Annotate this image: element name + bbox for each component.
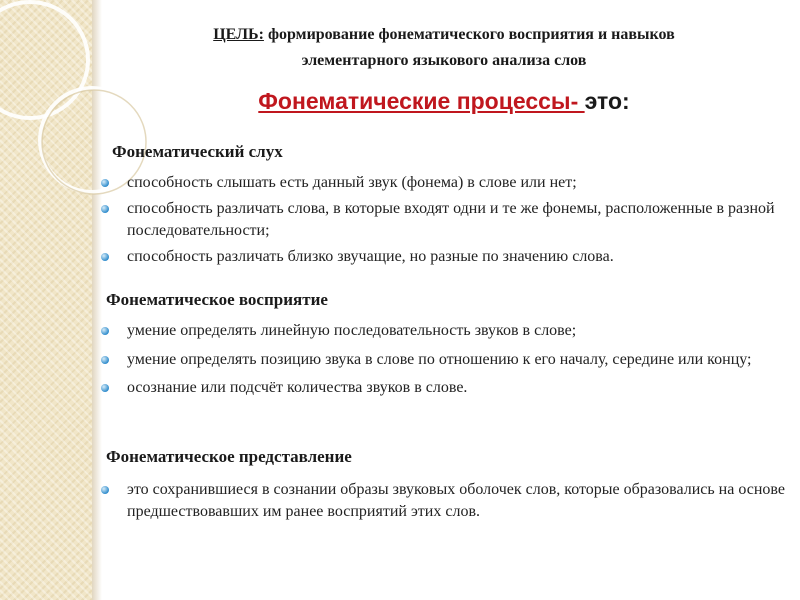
bullet-icon xyxy=(101,486,109,494)
goal-text-line-2: элементарного языкового анализа слов xyxy=(301,52,587,69)
bullet-icon xyxy=(101,179,109,187)
section-heading: Фонематический слух xyxy=(112,142,283,161)
list-item-text: способность слышать есть данный звук (фонема) в слове или нет; xyxy=(127,174,577,191)
list-item-text: способность различать близко звучащие, но разные по значению слова. xyxy=(127,248,614,265)
list-item xyxy=(100,198,790,242)
list-item-text: умение определять линейную последовательность звуков в слове; xyxy=(127,322,577,339)
bullet-icon xyxy=(101,205,109,213)
bullet-list xyxy=(100,320,790,399)
bullet-icon xyxy=(101,253,109,261)
goal-text-line-1: формирование фонематического восприятия и навыков xyxy=(263,26,675,43)
bullet-icon xyxy=(101,384,109,392)
goal-label: ЦЕЛЬ: xyxy=(213,26,264,43)
list-item xyxy=(100,377,790,399)
list-item-text: это сохранившиеся в сознании образы звуковых оболочек слов, которые образовались на основе предшествовавших им ранее восприятий этих слов. xyxy=(127,481,785,520)
list-item-text: осознание или подсчёт количества звуков в слове. xyxy=(127,379,468,396)
section-phonemic-hearing xyxy=(100,140,790,268)
list-item-text: умение определять позицию звука в слове по отношению к его началу, середине или концу; xyxy=(127,351,752,368)
list-item xyxy=(100,320,790,342)
goal-line-1 xyxy=(108,22,780,48)
list-item-text: способность различать слова, в которые входят одни и те же фонемы, расположенные в разной последовательности; xyxy=(127,200,775,239)
bullet-list xyxy=(100,479,790,523)
list-item xyxy=(100,349,790,371)
bullet-icon xyxy=(101,356,109,364)
list-item xyxy=(100,479,790,523)
section-phonemic-representation xyxy=(100,445,790,523)
title-suffix: это: xyxy=(584,88,630,114)
section-heading: Фонематическое восприятие xyxy=(106,290,328,309)
list-item xyxy=(100,246,790,268)
bullet-list xyxy=(100,172,790,268)
section-phonemic-perception xyxy=(100,288,790,399)
slide-title xyxy=(108,86,780,116)
list-item xyxy=(100,172,790,194)
bullet-icon xyxy=(101,327,109,335)
title-highlight: Фонематические процессы- xyxy=(258,88,585,114)
decorative-ring-large xyxy=(0,2,88,118)
section-heading: Фонематическое представление xyxy=(106,447,352,466)
goal-statement xyxy=(108,22,780,74)
